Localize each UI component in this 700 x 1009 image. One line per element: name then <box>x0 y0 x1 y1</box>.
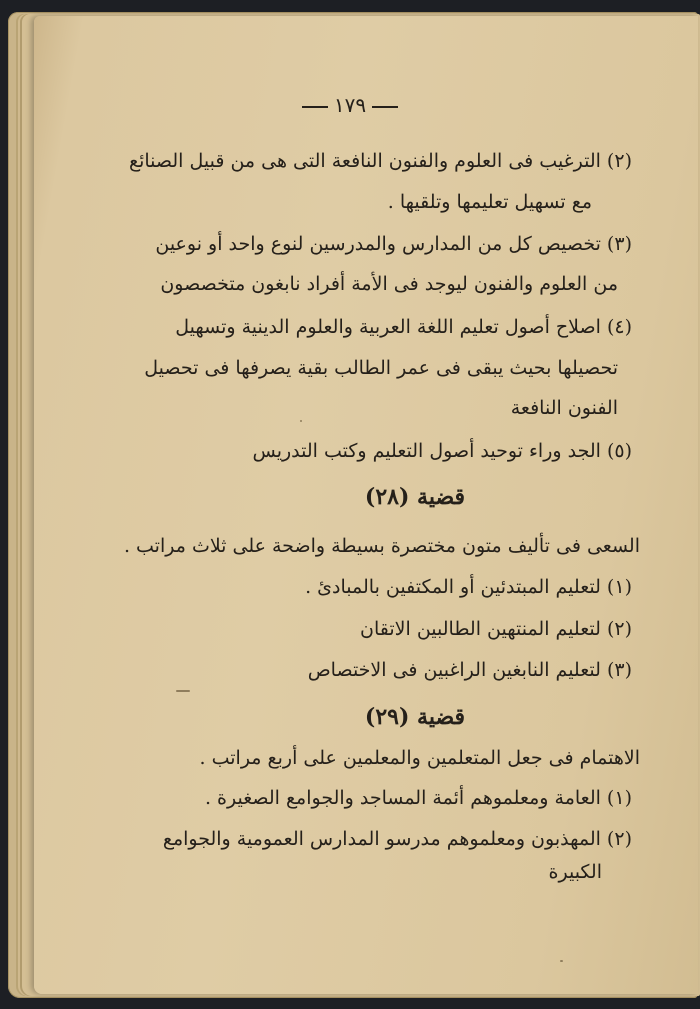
section-29-item-2-line-1: (٢) المهذبون ومعلموهم مدرسو المدارس العمومية والجوامع <box>162 828 632 850</box>
page-header <box>0 90 700 120</box>
section-28-item-3: (٣) لتعليم النابغين الراغبين فى الاختصاص <box>307 659 632 681</box>
section-29-item-1: (١) العامة ومعلموهم أئمة المساجد والجوامع الصغيرة . <box>204 787 632 809</box>
item-5-line-1: (٥) الجد وراء توحيد أصول التعليم وكتب التدريس <box>252 440 632 462</box>
paper-speck <box>300 420 302 422</box>
section-29-item-2-line-2: الكبيرة <box>548 861 602 883</box>
item-4-line-1: (٤) اصلاح أصول تعليم اللغة العربية والعلوم الدينية وتسهيل <box>175 316 632 338</box>
section-28-heading: قضية (٢٨) <box>364 484 466 510</box>
paper-speck <box>176 690 190 692</box>
paper-speck <box>560 960 563 962</box>
item-3-line-1: (٣) تخصيص كل من المدارس والمدرسين لنوع واحد أو نوعين <box>155 233 632 255</box>
item-4-line-2: تحصيلها بحيث يبقى فى عمر الطالب بقية يصرفها فى تحصيل <box>144 357 618 379</box>
page-number: ١٧٩ <box>333 93 367 117</box>
item-2-line-1: (٢) الترغيب فى العلوم والفنون النافعة التى هى من قبيل الصنائع <box>128 150 632 172</box>
item-2-line-2: مع تسهيل تعليمها وتلقيها . <box>387 191 592 213</box>
section-28-item-2: (٢) لتعليم المنتهين الطالبين الاتقان <box>360 618 632 640</box>
section-28-intro: السعى فى تأليف متون مختصرة بسيطة واضحة على ثلاث مراتب . <box>123 535 640 557</box>
item-3-line-2: من العلوم والفنون ليوجد فى الأمة أفراد نابغون متخصصون <box>160 273 618 295</box>
section-28-item-1: (١) لتعليم المبتدئين أو المكتفين بالمبادئ . <box>305 576 632 598</box>
section-29-intro: الاهتمام فى جعل المتعلمين والمعلمين على أربع مراتب . <box>199 747 640 769</box>
item-4-line-3: الفنون النافعة <box>510 397 618 419</box>
section-29-heading: قضية (٢٩) <box>364 704 466 730</box>
header-dash-right <box>372 106 398 108</box>
header-dash-left <box>302 106 328 108</box>
